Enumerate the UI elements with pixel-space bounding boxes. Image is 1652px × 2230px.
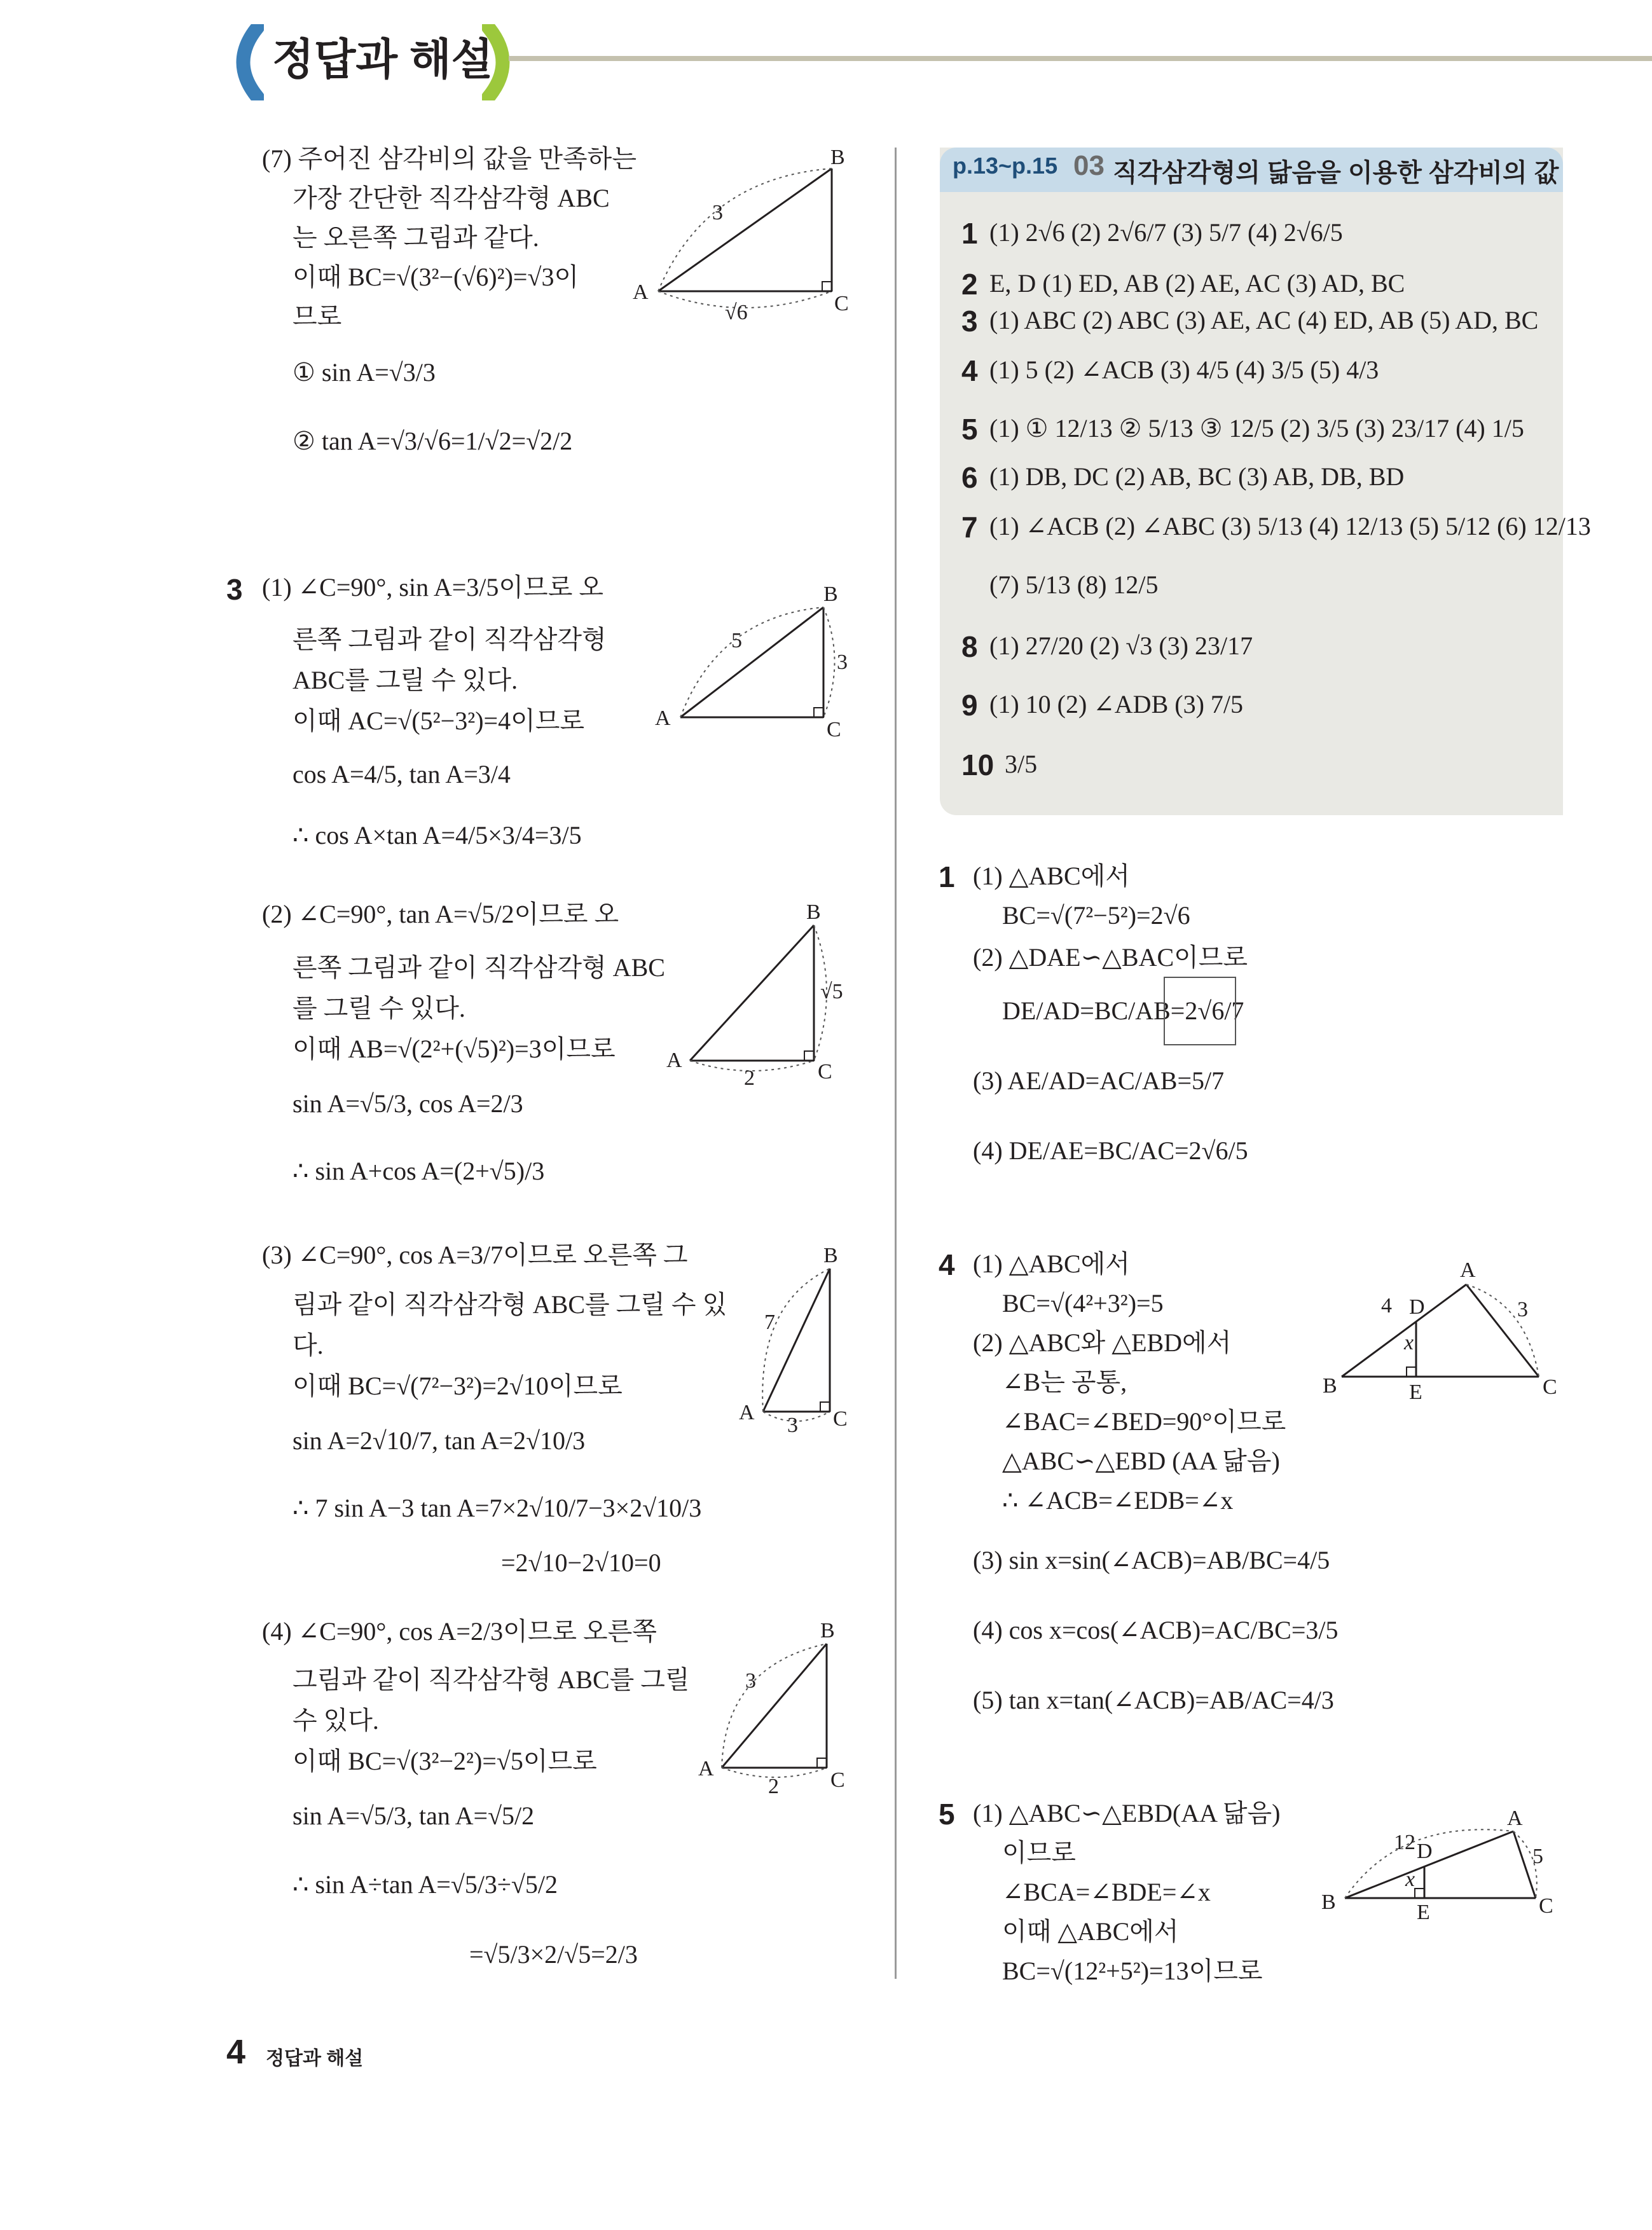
answer-row-5-num: 5 bbox=[961, 413, 978, 446]
left-line-28: 그림과 같이 직각삼각형 ABC를 그릴 bbox=[293, 1665, 690, 1694]
fig4-label-4: 4 bbox=[1381, 1294, 1392, 1318]
left-line-19: ∴ sin A+cos A=(2+√5)/3 bbox=[293, 1157, 545, 1185]
answer-section-number: 03 bbox=[1073, 150, 1105, 181]
answer-row-2-num: 2 bbox=[961, 268, 978, 301]
fig3-3-label-7: 7 bbox=[764, 1311, 775, 1334]
fig5-label-e: E bbox=[1417, 1901, 1430, 1924]
left-line-22: 다. bbox=[293, 1331, 324, 1359]
problem-3-number: 3 bbox=[226, 573, 243, 606]
answer-row-7-text: (1) ∠ACB (2) ∠ABC (3) 5/13 (4) 12/13 (5) 5/12 (6) 12/13 bbox=[989, 512, 1591, 540]
left-line-3: 는 오른쪽 그림과 같다. bbox=[293, 223, 539, 252]
left-line-25: ∴ 7 sin A−3 tan A=7×2√10/7−3×2√10/3 bbox=[293, 1494, 702, 1522]
left-line-20: (3) ∠C=90°, cos A=3/7이므로 오른쪽 그 bbox=[262, 1241, 688, 1269]
left-line-2: 가장 간단한 직각삼각형 ABC bbox=[293, 184, 610, 212]
answer-row-9-num: 9 bbox=[961, 689, 978, 722]
left-line-13: ∴ cos A×tan A=4/5×3/4=3/5 bbox=[293, 821, 582, 850]
answer-row-10-text: 3/5 bbox=[1005, 750, 1038, 778]
fig5-label-5: 5 bbox=[1532, 1845, 1543, 1868]
left-line-16: 를 그릴 수 있다. bbox=[293, 994, 465, 1022]
fig3-1-label-5: 5 bbox=[731, 629, 742, 652]
left-line-18: sin A=√5/3, cos A=2/3 bbox=[293, 1089, 523, 1118]
left-line-4: 이때 BC=√(3²−(√6)²)=√3이 bbox=[293, 263, 579, 291]
right-line-16: (5) tan x=tan(∠ACB)=AB/AC=4/3 bbox=[973, 1686, 1334, 1714]
fig7-label-a: A bbox=[633, 280, 649, 304]
answer-page-range: p.13~p.15 bbox=[953, 153, 1058, 179]
triangle-figure-3-4 bbox=[693, 1615, 858, 1806]
right-line-14: (3) sin x=sin(∠ACB)=AB/BC=4/5 bbox=[973, 1546, 1330, 1574]
fig5-label-d: D bbox=[1417, 1840, 1433, 1863]
fig4-label-e: E bbox=[1409, 1380, 1422, 1399]
fig3-3-label-3: 3 bbox=[787, 1414, 798, 1437]
left-line-26: =2√10−2√10=0 bbox=[501, 1548, 661, 1577]
fig7-label-rt6: √6 bbox=[725, 301, 748, 324]
header-rule bbox=[509, 56, 1652, 61]
left-line-27: (4) ∠C=90°, cos A=2/3이므로 오른쪽 bbox=[262, 1617, 657, 1646]
answer-row-7-num: 7 bbox=[961, 511, 978, 544]
right-line-9: (2) △ABC와 △EBD에서 bbox=[973, 1328, 1232, 1357]
fig5-label-a: A bbox=[1507, 1807, 1523, 1830]
right-line-21: BC=√(12²+5²)=13이므로 bbox=[1002, 1957, 1263, 1985]
answer-highlight-box bbox=[1164, 977, 1236, 1045]
right-line-13: ∴ ∠ACB=∠EDB=∠x bbox=[1002, 1486, 1234, 1515]
left-line-24: sin A=2√10/7, tan A=2√10/3 bbox=[293, 1426, 586, 1455]
left-line-5: 므로 bbox=[293, 302, 342, 331]
answer-row-8-num: 8 bbox=[961, 630, 978, 663]
footer-page-number: 4 bbox=[226, 2033, 246, 2071]
triangle-figure-5 bbox=[1310, 1800, 1564, 1933]
fig4-label-x: x bbox=[1404, 1331, 1414, 1354]
problem-4-number: 4 bbox=[939, 1248, 955, 1281]
right-line-18: 이므로 bbox=[1002, 1838, 1076, 1867]
fig4-label-d: D bbox=[1409, 1295, 1425, 1319]
answer-row-5-text: (1) ① 12/13 ② 5/13 ③ 12/5 (2) 3/5 (3) 23/17 (4) 1/5 bbox=[989, 414, 1524, 443]
triangle-figure-3-2 bbox=[661, 897, 858, 1100]
right-line-7: (1) △ABC에서 bbox=[973, 1249, 1130, 1278]
left-line-9: 른쪽 그림과 같이 직각삼각형 bbox=[293, 625, 607, 654]
triangle-figure-4 bbox=[1310, 1246, 1564, 1399]
answer-row-6-text: (1) DB, DC (2) AB, BC (3) AB, DB, BD bbox=[989, 462, 1405, 491]
answer-row-9-text: (1) 10 (2) ∠ADB (3) 7/5 bbox=[989, 690, 1244, 719]
left-line-30: 이때 BC=√(3²−2²)=√5이므로 bbox=[293, 1747, 597, 1775]
fig5-label-c: C bbox=[1539, 1894, 1553, 1918]
fig3-3-label-c: C bbox=[833, 1407, 848, 1431]
left-line-8: (1) ∠C=90°, sin A=3/5이므로 오 bbox=[262, 573, 603, 602]
left-line-17: 이때 AB=√(2²+(√5)²)=3이므로 bbox=[293, 1035, 616, 1063]
right-line-2: BC=√(7²−5²)=2√6 bbox=[1002, 901, 1190, 930]
header-bracket-right-icon bbox=[482, 24, 520, 100]
triangle-figure-7 bbox=[630, 140, 858, 331]
right-line-6: (4) DE/AE=BC/AC=2√6/5 bbox=[973, 1136, 1248, 1165]
fig3-2-label-2: 2 bbox=[744, 1066, 755, 1090]
footer-label: 정답과 해설 bbox=[266, 2048, 364, 2069]
fig4-label-a: A bbox=[1460, 1258, 1476, 1282]
fig3-1-label-c: C bbox=[827, 718, 841, 741]
left-line-7: ② tan A=√3/√6=1/√2=√2/2 bbox=[293, 427, 573, 455]
fig3-4-label-2: 2 bbox=[768, 1775, 779, 1798]
left-line-6: ① sin A=√3/3 bbox=[293, 358, 436, 387]
fig3-3-label-b: B bbox=[823, 1244, 838, 1267]
answer-row-1-text: (1) 2√6 (2) 2√6/7 (3) 5/7 (4) 2√6/5 bbox=[989, 218, 1343, 247]
right-line-12: △ABC∽△EBD (AA 닮음) bbox=[1002, 1447, 1280, 1475]
left-line-31: sin A=√5/3, tan A=√5/2 bbox=[293, 1801, 535, 1830]
problem-1-number: 1 bbox=[939, 860, 955, 893]
fig3-1-label-a: A bbox=[655, 706, 671, 730]
right-line-15: (4) cos x=cos(∠ACB)=AC/BC=3/5 bbox=[973, 1616, 1339, 1644]
answer-row-3-num: 3 bbox=[961, 305, 978, 338]
right-line-1: (1) △ABC에서 bbox=[973, 862, 1130, 890]
answer-row-4-num: 4 bbox=[961, 354, 978, 387]
fig3-3-label-a: A bbox=[739, 1401, 755, 1424]
answer-row-2-text: E, D (1) ED, AB (2) AE, AC (3) AD, BC bbox=[989, 269, 1405, 298]
header-bracket-left-icon bbox=[226, 24, 264, 100]
left-line-32: ∴ sin A÷tan A=√5/3÷√5/2 bbox=[293, 1870, 558, 1899]
fig3-4-label-c: C bbox=[830, 1768, 845, 1792]
fig3-2-label-c: C bbox=[818, 1060, 832, 1084]
fig5-label-12: 12 bbox=[1394, 1831, 1415, 1854]
column-divider bbox=[895, 148, 897, 1979]
right-line-19: ∠BCA=∠BDE=∠x bbox=[1002, 1878, 1211, 1906]
fig4-label-c: C bbox=[1543, 1375, 1557, 1399]
fig3-1-label-3: 3 bbox=[837, 650, 848, 674]
fig5-label-b: B bbox=[1321, 1890, 1336, 1914]
fig3-2-label-rt5: √5 bbox=[820, 980, 843, 1003]
right-line-17: (1) △ABC∽△EBD(AA 닮음) bbox=[973, 1799, 1281, 1827]
fig7-label-b: B bbox=[830, 146, 845, 169]
fig7-label-c: C bbox=[834, 292, 849, 315]
fig3-4-label-3: 3 bbox=[745, 1669, 756, 1693]
answer-row-3-text: (1) ABC (2) ABC (3) AE, AC (4) ED, AB (5) AD, BC bbox=[989, 306, 1539, 334]
right-line-20: 이때 △ABC에서 bbox=[1002, 1917, 1179, 1946]
left-line-1: (7) 주어진 삼각비의 값을 만족하는 bbox=[262, 144, 637, 173]
fig3-1-label-b: B bbox=[823, 582, 838, 606]
answer-row-1-num: 1 bbox=[961, 217, 978, 250]
left-line-23: 이때 BC=√(7²−3²)=2√10이므로 bbox=[293, 1372, 623, 1400]
answer-section-title: 직각삼각형의 닮음을 이용한 삼각비의 값 bbox=[1113, 159, 1559, 187]
right-line-4: DE/AD=BC/AB=2√6/7 bbox=[1002, 996, 1244, 1025]
left-line-14: (2) ∠C=90°, tan A=√5/2이므로 오 bbox=[262, 900, 619, 928]
problem-5-number: 5 bbox=[939, 1798, 955, 1831]
fig7-label-3: 3 bbox=[712, 201, 723, 224]
fig5-label-x: x bbox=[1405, 1868, 1415, 1891]
right-line-8: BC=√(4²+3²)=5 bbox=[1002, 1289, 1164, 1318]
left-line-11: 이때 AC=√(5²−3²)=4이므로 bbox=[293, 706, 585, 735]
left-line-21: 림과 같이 직각삼각형 ABC를 그릴 수 있 bbox=[293, 1290, 727, 1319]
answer-row-8-text: (1) 27/20 (2) √3 (3) 23/17 bbox=[989, 631, 1253, 660]
fig3-2-label-b: B bbox=[806, 900, 821, 924]
page-header-title: 정답과 해설 bbox=[272, 36, 493, 84]
left-line-15: 른쪽 그림과 같이 직각삼각형 ABC bbox=[293, 953, 665, 982]
left-line-10: ABC를 그릴 수 있다. bbox=[293, 666, 518, 694]
fig4-label-b: B bbox=[1323, 1374, 1337, 1398]
right-line-11: ∠BAC=∠BED=90°이므로 bbox=[1002, 1407, 1286, 1436]
triangle-figure-3-3 bbox=[731, 1240, 858, 1443]
fig3-4-label-b: B bbox=[820, 1619, 835, 1642]
fig3-2-label-a: A bbox=[666, 1049, 682, 1072]
left-line-33: =√5/3×2/√5=2/3 bbox=[469, 1940, 638, 1969]
triangle-figure-3-1 bbox=[642, 572, 858, 750]
answer-row-10-num: 10 bbox=[961, 748, 995, 781]
answer-row-4-text: (1) 5 (2) ∠ACB (3) 4/5 (4) 3/5 (5) 4/3 bbox=[989, 355, 1379, 384]
left-line-29: 수 있다. bbox=[293, 1706, 379, 1735]
right-line-5: (3) AE/AD=AC/AB=5/7 bbox=[973, 1066, 1225, 1095]
answer-row-6-num: 6 bbox=[961, 461, 978, 494]
right-line-3: (2) △DAE∽△BAC이므로 bbox=[973, 943, 1248, 972]
fig3-4-label-a: A bbox=[698, 1757, 714, 1780]
answer-row-7b-text: (7) 5/13 (8) 12/5 bbox=[989, 570, 1159, 599]
left-line-12: cos A=4/5, tan A=3/4 bbox=[293, 760, 511, 788]
right-line-10: ∠B는 공통, bbox=[1002, 1368, 1127, 1396]
fig4-label-3: 3 bbox=[1517, 1298, 1528, 1321]
